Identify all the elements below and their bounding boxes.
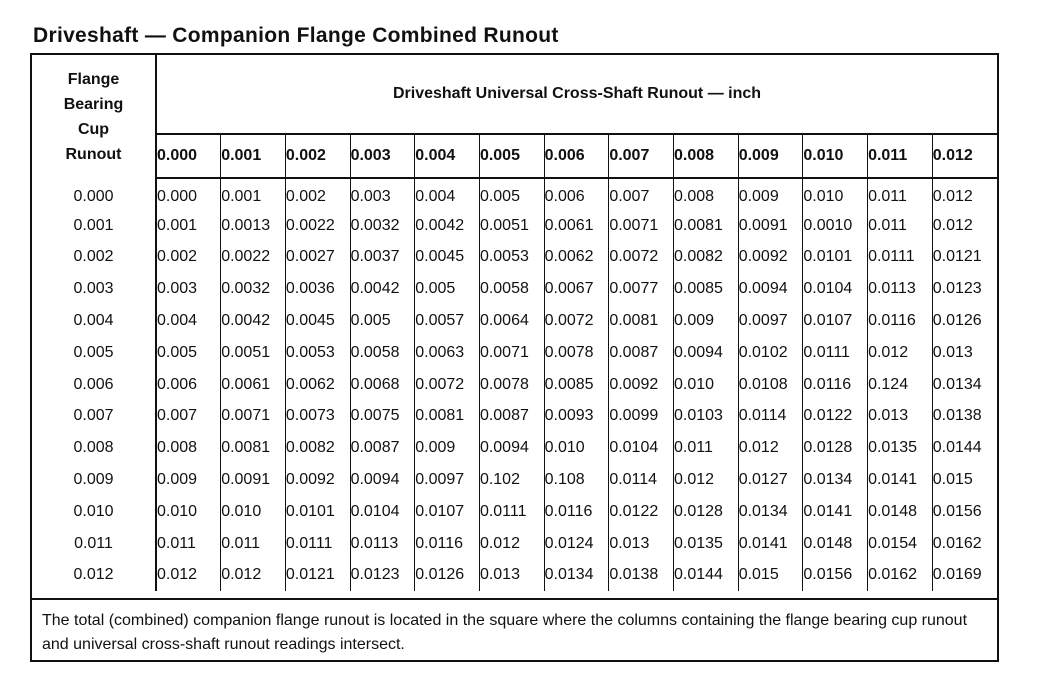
row-header: 0.000 — [32, 178, 156, 210]
table-cell: 0.0094 — [479, 432, 544, 464]
table-cell: 0.0102 — [738, 337, 803, 369]
table-cell: 0.0045 — [415, 242, 480, 274]
table-cell: 0.0022 — [221, 242, 286, 274]
table-cell: 0.0092 — [609, 369, 674, 401]
table-cell: 0.0148 — [803, 528, 868, 560]
table-cell: 0.0081 — [221, 432, 286, 464]
table-cell: 0.0072 — [415, 369, 480, 401]
table-cell: 0.005 — [156, 337, 221, 369]
table-cell: 0.012 — [868, 337, 933, 369]
footnote: The total (combined) companion flange runout is located in the square where the columns containing the flange bearing cup runout and universal cross-shaft runout readings intersect. — [32, 598, 997, 660]
table-cell: 0.0141 — [868, 464, 933, 496]
table-row — [32, 242, 997, 274]
table-cell: 0.0162 — [932, 534, 982, 552]
table-cell: 0.0104 — [350, 496, 415, 528]
table-cell: 0.0097 — [415, 464, 480, 496]
table-cell: 0.012 — [932, 216, 973, 234]
table-cell: 0.0058 — [350, 337, 415, 369]
table-cell: 0.124 — [868, 369, 933, 401]
table-cell: 0.0113 — [350, 528, 415, 560]
column-header: 0.009 — [738, 134, 803, 178]
table-cell: 0.0045 — [285, 305, 350, 337]
row-header: 0.003 — [32, 273, 156, 305]
table-cell: 0.005 — [479, 178, 544, 210]
table-cell: 0.0075 — [350, 401, 415, 433]
table-cell: 0.0068 — [350, 369, 415, 401]
table-cell: 0.004 — [415, 178, 480, 210]
table-cell: 0.009 — [415, 432, 480, 464]
table-cell: 0.0058 — [479, 273, 544, 305]
corner-header-line: Bearing — [63, 95, 124, 113]
table-cell: 0.0121 — [932, 248, 982, 266]
table-cell: 0.0121 — [285, 560, 350, 592]
table-cell: 0.0051 — [479, 210, 544, 242]
column-header: 0.003 — [350, 134, 415, 178]
column-header-row — [32, 134, 997, 178]
column-header: 0.010 — [803, 134, 868, 178]
table-cell: 0.013 — [609, 528, 674, 560]
table-cell: 0.0042 — [221, 305, 286, 337]
table-cell: 0.005 — [350, 305, 415, 337]
table-row — [32, 464, 997, 496]
table-cell: 0.0071 — [479, 337, 544, 369]
column-header: 0.004 — [415, 134, 480, 178]
table-cell: 0.0082 — [674, 242, 739, 274]
table-cell: 0.009 — [674, 305, 739, 337]
table-cell: 0.0111 — [803, 337, 868, 369]
table-cell: 0.000 — [156, 178, 221, 210]
table-cell: 0.0093 — [544, 401, 609, 433]
table-cell: 0.0134 — [738, 496, 803, 528]
table-cell: 0.0138 — [609, 560, 674, 592]
row-header: 0.004 — [32, 305, 156, 337]
table-cell: 0.009 — [738, 178, 803, 210]
table-cell: 0.002 — [285, 178, 350, 210]
table-cell: 0.0010 — [803, 210, 868, 242]
table-cell: 0.015 — [932, 471, 973, 489]
table-cell: 0.0128 — [674, 496, 739, 528]
row-header: 0.012 — [32, 560, 156, 592]
table-body — [32, 178, 997, 591]
table-cell: 0.0036 — [285, 273, 350, 305]
table-cell: 0.0092 — [738, 242, 803, 274]
table-row — [32, 305, 997, 337]
table-cell: 0.0144 — [674, 560, 739, 592]
table-cell: 0.102 — [479, 464, 544, 496]
column-header: 0.002 — [285, 134, 350, 178]
page-title: Driveshaft — Companion Flange Combined Runout — [33, 24, 559, 47]
table-cell: 0.006 — [544, 178, 609, 210]
row-header: 0.011 — [32, 528, 156, 560]
table-cell: 0.0071 — [221, 401, 286, 433]
table-cell: 0.0087 — [609, 337, 674, 369]
table-cell: 0.0087 — [479, 401, 544, 433]
table-cell: 0.0107 — [415, 496, 480, 528]
table-cell: 0.0111 — [285, 528, 350, 560]
table-cell: 0.0097 — [738, 305, 803, 337]
row-header: 0.007 — [32, 401, 156, 433]
table-cell: 0.011 — [868, 178, 933, 210]
corner-header — [32, 55, 156, 178]
row-header: 0.010 — [32, 496, 156, 528]
table-row — [32, 273, 997, 305]
table-cell: 0.005 — [415, 273, 480, 305]
table-cell: 0.0124 — [544, 528, 609, 560]
table-cell: 0.0114 — [609, 464, 674, 496]
table-cell: 0.010 — [544, 432, 609, 464]
table-cell: 0.0064 — [479, 305, 544, 337]
column-header: 0.012 — [932, 134, 997, 178]
table-cell: 0.0072 — [609, 242, 674, 274]
table-row — [32, 432, 997, 464]
table-cell: 0.0116 — [544, 496, 609, 528]
runout-table-frame — [30, 53, 999, 662]
table-cell: 0.0063 — [415, 337, 480, 369]
table-cell: 0.0122 — [803, 401, 868, 433]
table-cell: 0.0122 — [609, 496, 674, 528]
table-cell: 0.008 — [674, 178, 739, 210]
row-header: 0.008 — [32, 432, 156, 464]
table-cell: 0.0156 — [803, 560, 868, 592]
table-row — [32, 337, 997, 369]
table-cell: 0.0123 — [932, 280, 982, 298]
table-cell: 0.0116 — [415, 528, 480, 560]
table-cell: 0.0113 — [868, 273, 933, 305]
table-cell: 0.002 — [156, 242, 221, 274]
row-header: 0.006 — [32, 369, 156, 401]
table-cell: 0.0101 — [285, 496, 350, 528]
table-cell: 0.0053 — [479, 242, 544, 274]
table-cell: 0.0094 — [738, 273, 803, 305]
column-header: 0.008 — [674, 134, 739, 178]
table-cell: 0.0141 — [738, 528, 803, 560]
table-cell: 0.0037 — [350, 242, 415, 274]
table-row — [32, 496, 997, 528]
table-cell: 0.108 — [544, 464, 609, 496]
table-cell: 0.012 — [479, 528, 544, 560]
table-cell: 0.0032 — [350, 210, 415, 242]
table-cell: 0.006 — [156, 369, 221, 401]
table-cell: 0.011 — [868, 210, 933, 242]
table-cell: 0.0127 — [738, 464, 803, 496]
table-cell: 0.0081 — [415, 401, 480, 433]
table-cell: 0.0053 — [285, 337, 350, 369]
table-cell: 0.0116 — [868, 305, 933, 337]
table-cell: 0.010 — [221, 496, 286, 528]
table-cell: 0.0104 — [803, 273, 868, 305]
table-cell: 0.0042 — [350, 273, 415, 305]
table-cell: 0.0077 — [609, 273, 674, 305]
table-cell: 0.0027 — [285, 242, 350, 274]
table-cell: 0.0022 — [285, 210, 350, 242]
row-header: 0.005 — [32, 337, 156, 369]
table-cell: 0.004 — [156, 305, 221, 337]
table-cell: 0.0169 — [932, 566, 982, 584]
table-cell: 0.0073 — [285, 401, 350, 433]
table-cell: 0.0042 — [415, 210, 480, 242]
table-cell: 0.009 — [156, 464, 221, 496]
row-header: 0.002 — [32, 242, 156, 274]
table-cell: 0.0062 — [285, 369, 350, 401]
table-cell: 0.0138 — [932, 407, 982, 425]
table-cell: 0.0135 — [868, 432, 933, 464]
table-cell: 0.012 — [932, 188, 973, 206]
table-cell: 0.0094 — [674, 337, 739, 369]
table-cell: 0.0057 — [415, 305, 480, 337]
table-cell: 0.0085 — [674, 273, 739, 305]
table-cell: 0.0126 — [415, 560, 480, 592]
table-cell: 0.0032 — [221, 273, 286, 305]
table-cell: 0.0107 — [803, 305, 868, 337]
table-cell: 0.0103 — [674, 401, 739, 433]
table-cell: 0.001 — [156, 210, 221, 242]
corner-header-line: Cup — [77, 120, 110, 138]
table-cell: 0.007 — [609, 178, 674, 210]
table-cell: 0.0126 — [932, 312, 982, 330]
table-cell: 0.0061 — [221, 369, 286, 401]
corner-header-line: Runout — [65, 145, 122, 163]
table-cell: 0.013 — [932, 343, 973, 361]
table-cell: 0.011 — [221, 528, 286, 560]
table-cell: 0.013 — [479, 560, 544, 592]
runout-table — [32, 55, 997, 591]
table-cell: 0.013 — [868, 401, 933, 433]
table-cell: 0.0071 — [609, 210, 674, 242]
table-cell: 0.0078 — [479, 369, 544, 401]
table-cell: 0.0082 — [285, 432, 350, 464]
column-header: 0.006 — [544, 134, 609, 178]
table-cell: 0.0013 — [221, 210, 286, 242]
column-header: 0.000 — [156, 134, 221, 178]
table-row — [32, 528, 997, 560]
table-cell: 0.0134 — [803, 464, 868, 496]
table-row — [32, 369, 997, 401]
table-cell: 0.0148 — [868, 496, 933, 528]
table-cell: 0.0135 — [674, 528, 739, 560]
table-cell: 0.0134 — [544, 560, 609, 592]
table-cell: 0.0091 — [221, 464, 286, 496]
column-header: 0.007 — [609, 134, 674, 178]
table-cell: 0.003 — [156, 273, 221, 305]
table-cell: 0.0072 — [544, 305, 609, 337]
table-cell: 0.0085 — [544, 369, 609, 401]
table-cell: 0.0062 — [544, 242, 609, 274]
column-header: 0.011 — [868, 134, 933, 178]
table-row — [32, 178, 997, 210]
table-cell: 0.0111 — [868, 242, 933, 274]
table-cell: 0.0081 — [674, 210, 739, 242]
table-cell: 0.0156 — [932, 502, 982, 520]
table-cell: 0.0051 — [221, 337, 286, 369]
table-cell: 0.008 — [156, 432, 221, 464]
table-cell: 0.0104 — [609, 432, 674, 464]
table-cell: 0.001 — [221, 178, 286, 210]
corner-header-line: Flange — [67, 70, 120, 88]
table-cell: 0.0162 — [868, 560, 933, 592]
table-cell: 0.0092 — [285, 464, 350, 496]
table-cell: 0.003 — [350, 178, 415, 210]
table-cell: 0.0087 — [350, 432, 415, 464]
table-cell: 0.012 — [738, 432, 803, 464]
table-cell: 0.012 — [674, 464, 739, 496]
table-cell: 0.0108 — [738, 369, 803, 401]
table-row — [32, 210, 997, 242]
table-cell: 0.0061 — [544, 210, 609, 242]
table-cell: 0.0154 — [868, 528, 933, 560]
table-cell: 0.0081 — [609, 305, 674, 337]
table-cell: 0.0134 — [932, 375, 982, 393]
row-header: 0.001 — [32, 210, 156, 242]
table-cell: 0.0141 — [803, 496, 868, 528]
table-cell: 0.010 — [803, 178, 868, 210]
row-header: 0.009 — [32, 464, 156, 496]
table-cell: 0.0116 — [803, 369, 868, 401]
table-row — [32, 560, 997, 592]
table-row — [32, 401, 997, 433]
column-header: 0.001 — [221, 134, 286, 178]
table-cell: 0.0091 — [738, 210, 803, 242]
table-cell: 0.007 — [156, 401, 221, 433]
column-header: 0.005 — [479, 134, 544, 178]
table-cell: 0.012 — [156, 560, 221, 592]
table-cell: 0.0094 — [350, 464, 415, 496]
table-cell: 0.015 — [738, 560, 803, 592]
table-cell: 0.010 — [674, 369, 739, 401]
table-cell: 0.011 — [674, 432, 739, 464]
table-cell: 0.0078 — [544, 337, 609, 369]
table-cell: 0.011 — [156, 528, 221, 560]
table-cell: 0.0114 — [738, 401, 803, 433]
table-cell: 0.0111 — [479, 496, 544, 528]
table-cell: 0.0123 — [350, 560, 415, 592]
table-cell: 0.0067 — [544, 273, 609, 305]
table-cell: 0.0128 — [803, 432, 868, 464]
table-cell: 0.0099 — [609, 401, 674, 433]
table-cell: 0.0144 — [932, 439, 982, 457]
table-cell: 0.010 — [156, 496, 221, 528]
super-header: Driveshaft Universal Cross-Shaft Runout — inch — [156, 55, 997, 134]
table-cell: 0.0101 — [803, 242, 868, 274]
table-cell: 0.012 — [221, 560, 286, 592]
